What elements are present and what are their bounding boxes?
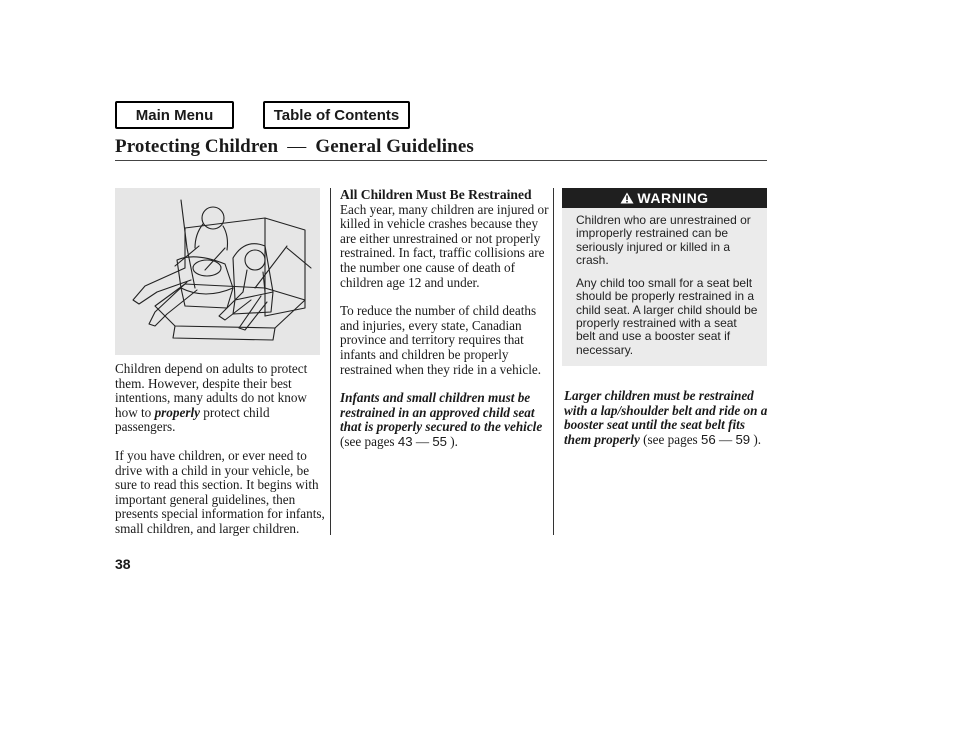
restraint-paragraph-3: Infants and small children must be restrained in an approved child seat that is properly secured to the vehicle (see pages 43 — 55 ).: [340, 390, 543, 449]
restraint-paragraph-1: Each year, many children are injured or killed in vehicle crashes because they are either unrestrained or not properly restrained. In fact, traffic collisions are the number one cause of death of children age 12 and under.: [340, 201, 549, 290]
intro-paragraph-1: [115, 362, 330, 435]
page-link-43[interactable]: 43: [397, 433, 413, 449]
intro-text-2: protect child passengers.: [115, 404, 270, 435]
warning-box: [562, 188, 767, 366]
warning-triangle-icon: [620, 192, 634, 204]
see-pages-end-2: ).: [753, 431, 762, 447]
restraint-paragraph-2: To reduce the number of child deaths and injuries, every state, Canadian province and territory requires that infants and children be properly restrained when they ride in a vehicle.: [340, 303, 542, 377]
title-dash: —: [287, 136, 307, 157]
warning-text-2: Any child too small for a seat belt should be properly restrained in a child seat. A larger child should be properly restrained with a seat belt and use a booster seat if necessary.: [576, 276, 758, 357]
see-pages-label: (see pages: [340, 433, 395, 449]
larger-children-column: [564, 389, 769, 447]
column-divider-2: [553, 188, 554, 535]
warning-header: [562, 188, 767, 208]
infant-instruction: Infants and small children must be restrained in an approved child seat that is properly secured to the vehicle: [340, 390, 543, 435]
larger-children-instruction: Larger children must be restrained with a lap/shoulder belt and ride on a booster seat until the seat belt fits them properly: [564, 388, 768, 447]
illustration-drawing: [115, 188, 320, 355]
title-section: Protecting Children: [115, 136, 279, 157]
see-pages-end: ).: [450, 433, 458, 449]
see-pages-label-2: (see pages: [643, 431, 698, 447]
page-link-55[interactable]: 55: [432, 433, 447, 449]
title-subsection: General Guidelines: [315, 136, 474, 157]
larger-children-paragraph: Larger children must be restrained with a lap/shoulder belt and ride on a booster seat until the seat belt fits them properly (see pages 56 — 59 ).: [564, 388, 768, 447]
main-menu-button[interactable]: Main Menu: [115, 101, 234, 129]
warning-body: [562, 208, 767, 357]
page-link-56[interactable]: 56: [700, 431, 716, 447]
warning-text-1: Children who are unrestrained or improperly restrained can be seriously injured or killed in a crash.: [576, 213, 751, 267]
column-divider-1: [330, 188, 331, 535]
intro-paragraph-2: If you have children, or ever need to drive with a child in your vehicle, be sure to read this section. It begins with important general guidelines, then presents special information for infants, small children, and larger children.: [115, 447, 325, 536]
section-heading: All Children Must Be Restrained: [340, 187, 532, 202]
header-rule: [115, 160, 767, 161]
intro-text-1: Children depend on adults to protect them. However, despite their best intentions, many adults do not know how to: [115, 361, 308, 420]
page-number: 38: [115, 556, 131, 572]
warning-label: WARNING: [637, 190, 709, 206]
page-title: [115, 136, 474, 158]
intro-emphasis: properly: [154, 404, 200, 420]
intro-column: [115, 362, 330, 537]
restraint-column: [340, 188, 552, 450]
table-of-contents-button[interactable]: Table of Contents: [263, 101, 410, 129]
page-link-59[interactable]: 59: [735, 431, 751, 447]
child-seat-illustration: [115, 188, 320, 355]
